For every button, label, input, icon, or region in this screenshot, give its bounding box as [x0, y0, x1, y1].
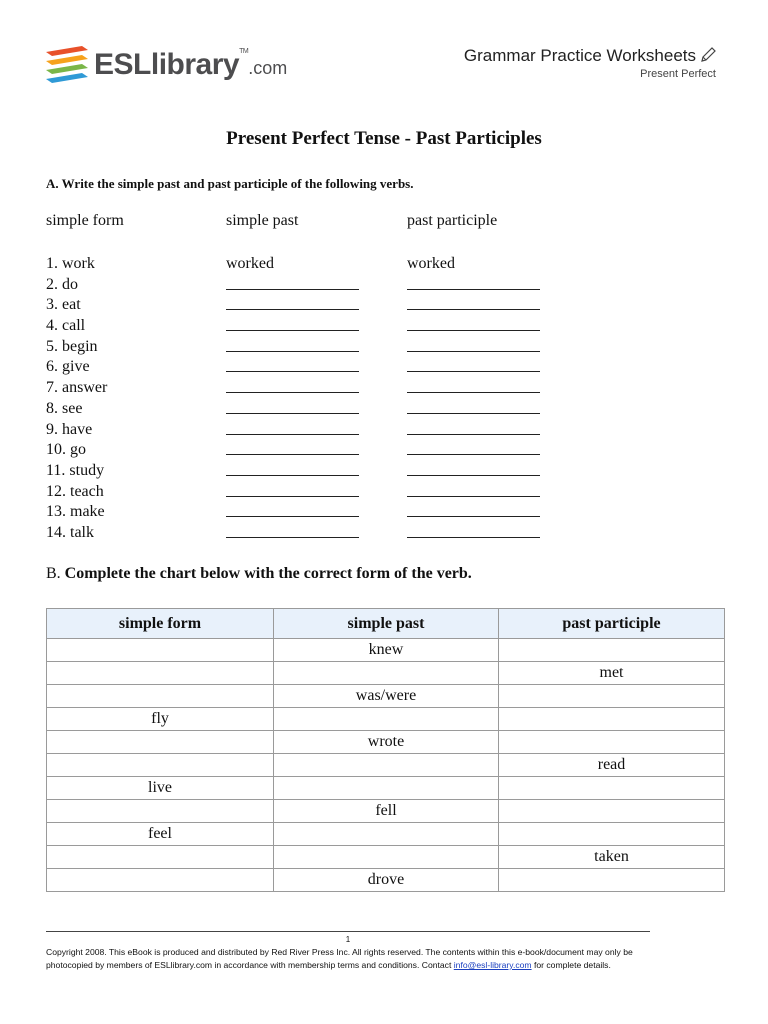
chart-cell-simple-past[interactable]: [274, 823, 499, 846]
answer-line: [226, 316, 359, 331]
answer-line: [407, 482, 540, 497]
answer-line: [407, 337, 540, 352]
chart-cell-past-participle: read: [499, 754, 725, 777]
verb-row: [46, 295, 566, 316]
page-number: 1: [345, 935, 351, 944]
verb-simple-form: 8. see: [46, 399, 83, 417]
series-title: Grammar Practice Worksheets: [463, 46, 696, 65]
chart-cell-simple-past[interactable]: [274, 662, 499, 685]
answer-line: [226, 502, 359, 517]
past-participle-blank[interactable]: [407, 295, 540, 310]
chart-header-past-participle: past participle: [499, 609, 725, 639]
col-header-simple-past: simple past: [226, 212, 299, 229]
verb-row: [46, 523, 566, 544]
chart-row: [47, 731, 725, 754]
chart-cell-past-participle[interactable]: [499, 685, 725, 708]
chart-cell-simple-past: drove: [274, 869, 499, 892]
chart-cell-simple-form[interactable]: [47, 754, 274, 777]
answer-line: [407, 399, 540, 414]
chart-row: [47, 869, 725, 892]
verb-row: [46, 440, 566, 461]
simple-past-blank[interactable]: [226, 502, 359, 517]
answer-line: [226, 523, 359, 538]
answer-line: [407, 378, 540, 393]
col-header-past-participle: past participle: [407, 212, 498, 229]
answer-line: [226, 357, 359, 372]
copyright-line-3: for complete details.: [533, 960, 611, 970]
chart-row: [47, 823, 725, 846]
section-b-instruction: [46, 565, 472, 583]
verb-row: [46, 420, 566, 441]
verb-simple-form: 10. go: [46, 441, 86, 459]
chart-cell-past-participle[interactable]: [499, 823, 725, 846]
past-participle-blank[interactable]: [407, 275, 540, 290]
chart-cell-past-participle[interactable]: [499, 731, 725, 754]
verb-simple-form: 9. have: [46, 420, 93, 438]
simple-past-blank[interactable]: [226, 275, 359, 290]
chart-cell-simple-form: fly: [47, 708, 274, 731]
chart-row: [47, 846, 725, 869]
copyright-line-2: photocopied by members of ESLlibrary.com in accordance with membership terms and conditions. Contact: [46, 960, 452, 970]
chart-cell-simple-past[interactable]: [274, 777, 499, 800]
chart-row: [47, 685, 725, 708]
verb-row: [46, 482, 566, 503]
pencil-icon: [700, 47, 716, 63]
section-a-instruction: A. Write the simple past and past participle of the following verbs.: [46, 176, 414, 191]
verb-simple-form: 11. study: [46, 461, 105, 479]
past-participle-blank[interactable]: [407, 502, 540, 517]
verb-row: [46, 502, 566, 523]
chart-body: [47, 639, 725, 892]
simple-past-blank[interactable]: [226, 399, 359, 414]
chart-cell-simple-form[interactable]: [47, 639, 274, 662]
verb-list: [46, 254, 566, 544]
chart-row: [47, 639, 725, 662]
answer-line: [407, 461, 540, 476]
contact-email-link[interactable]: info@esl-library.com: [453, 960, 532, 970]
simple-past-blank[interactable]: [226, 316, 359, 331]
chart-header-simple-form: simple form: [47, 609, 274, 639]
verb-row: [46, 461, 566, 482]
verb-row: [46, 378, 566, 399]
answer-line: [407, 316, 540, 331]
logo-library: library: [150, 48, 240, 81]
books-logo-icon: [44, 44, 90, 88]
chart-row: [47, 662, 725, 685]
verb-simple-form: 6. give: [46, 358, 90, 376]
verb-simple-form: 14. talk: [46, 523, 94, 541]
answer-line: [407, 357, 540, 372]
chart-cell-simple-past[interactable]: [274, 846, 499, 869]
chart-row: [47, 777, 725, 800]
chart-cell-simple-form[interactable]: [47, 800, 274, 823]
answer-line: [407, 502, 540, 517]
past-participle-blank[interactable]: [407, 337, 540, 352]
series-header: [464, 46, 716, 80]
past-participle-blank[interactable]: [407, 461, 540, 476]
answer-line: [407, 440, 540, 455]
answer-line: [226, 461, 359, 476]
simple-past-blank[interactable]: [226, 295, 359, 310]
chart-cell-simple-form[interactable]: [47, 869, 274, 892]
chart-cell-simple-past: wrote: [274, 731, 499, 754]
chart-cell-simple-form[interactable]: [47, 731, 274, 754]
chart-cell-past-participle[interactable]: [499, 639, 725, 662]
logo-wordmark: [94, 48, 287, 82]
chart-header-row: [47, 609, 725, 639]
answer-line: [226, 420, 359, 435]
past-participle-blank[interactable]: [407, 523, 540, 538]
verb-row: [46, 275, 566, 296]
verb-simple-form: 1. work: [46, 255, 95, 272]
past-participle-blank[interactable]: [407, 357, 540, 372]
verb-past-participle: worked: [407, 255, 455, 272]
chart-cell-simple-past: knew: [274, 639, 499, 662]
verb-simple-past: worked: [226, 255, 274, 272]
verb-simple-form: 5. begin: [46, 337, 98, 355]
simple-past-blank[interactable]: [226, 482, 359, 497]
past-participle-blank[interactable]: [407, 440, 540, 455]
verb-row: [46, 316, 566, 337]
simple-past-blank[interactable]: [226, 523, 359, 538]
section-b-label: B.: [46, 565, 61, 582]
section-b-text: Complete the chart below with the correct form of the verb.: [64, 565, 472, 582]
chart-row: [47, 800, 725, 823]
answer-line: [226, 399, 359, 414]
simple-past-blank[interactable]: [226, 420, 359, 435]
logo-esl: ESL: [94, 48, 151, 81]
answer-line: [407, 295, 540, 310]
answer-line: [226, 440, 359, 455]
series-title-row: [464, 46, 716, 66]
page-title: Present Perfect Tense - Past Participles: [226, 128, 542, 149]
verb-simple-form: 3. eat: [46, 296, 81, 314]
past-participle-blank[interactable]: [407, 482, 540, 497]
answer-line: [407, 275, 540, 290]
chart-cell-past-participle: met: [499, 662, 725, 685]
verb-simple-form: 7. answer: [46, 379, 108, 397]
answer-line: [226, 295, 359, 310]
verb-row: [46, 337, 566, 358]
past-participle-blank[interactable]: [407, 399, 540, 414]
logo-com: .com: [248, 58, 288, 78]
chart-cell-simple-past: was/were: [274, 685, 499, 708]
verb-chart: [46, 608, 725, 892]
verb-row: [46, 254, 566, 275]
logo-tm: TM: [239, 48, 249, 55]
chart-cell-simple-past: fell: [274, 800, 499, 823]
verb-simple-form: 2. do: [46, 275, 78, 293]
chart-header-simple-past: simple past: [274, 609, 499, 639]
chart-cell-simple-form[interactable]: [47, 846, 274, 869]
copyright-notice: [46, 946, 686, 972]
verb-simple-form: 4. call: [46, 317, 86, 335]
copyright-line-1: Copyright 2008. This eBook is produced and distributed by Red River Press Inc. All rights reserved. The contents within this e-book/document may only be: [46, 947, 633, 957]
esl-library-logo: [44, 44, 288, 92]
answer-line: [226, 482, 359, 497]
chart-row: [47, 708, 725, 731]
verb-simple-form: 13. make: [46, 503, 105, 521]
verb-row: [46, 399, 566, 420]
simple-past-blank[interactable]: [226, 337, 359, 352]
chart-cell-simple-form[interactable]: [47, 662, 274, 685]
book-2: [46, 55, 88, 65]
answer-line: [226, 275, 359, 290]
past-participle-blank[interactable]: [407, 420, 540, 435]
simple-past-blank[interactable]: [226, 357, 359, 372]
book-4: [46, 73, 88, 83]
answer-line: [226, 378, 359, 393]
chart-cell-simple-past[interactable]: [274, 754, 499, 777]
verb-row: [46, 357, 566, 378]
chart-cell-past-participle[interactable]: [499, 800, 725, 823]
chart-cell-past-participle[interactable]: [499, 708, 725, 731]
chart-cell-simple-form[interactable]: [47, 685, 274, 708]
chart-row: [47, 754, 725, 777]
chart-cell-simple-past[interactable]: [274, 708, 499, 731]
book-3: [46, 64, 88, 74]
footer-divider: [46, 931, 650, 932]
past-participle-blank[interactable]: [407, 378, 540, 393]
simple-past-blank[interactable]: [226, 461, 359, 476]
chart-cell-past-participle[interactable]: [499, 777, 725, 800]
answer-line: [226, 337, 359, 352]
col-header-simple-form: simple form: [46, 212, 124, 229]
verb-simple-form: 12. teach: [46, 482, 104, 500]
answer-line: [407, 420, 540, 435]
simple-past-blank[interactable]: [226, 378, 359, 393]
chart-cell-simple-form: feel: [47, 823, 274, 846]
chart-cell-simple-form: live: [47, 777, 274, 800]
chart-cell-past-participle[interactable]: [499, 869, 725, 892]
answer-line: [407, 523, 540, 538]
simple-past-blank[interactable]: [226, 440, 359, 455]
series-subtitle: Present Perfect: [640, 68, 716, 80]
past-participle-blank[interactable]: [407, 316, 540, 331]
chart-cell-past-participle: taken: [499, 846, 725, 869]
book-1: [46, 46, 88, 56]
